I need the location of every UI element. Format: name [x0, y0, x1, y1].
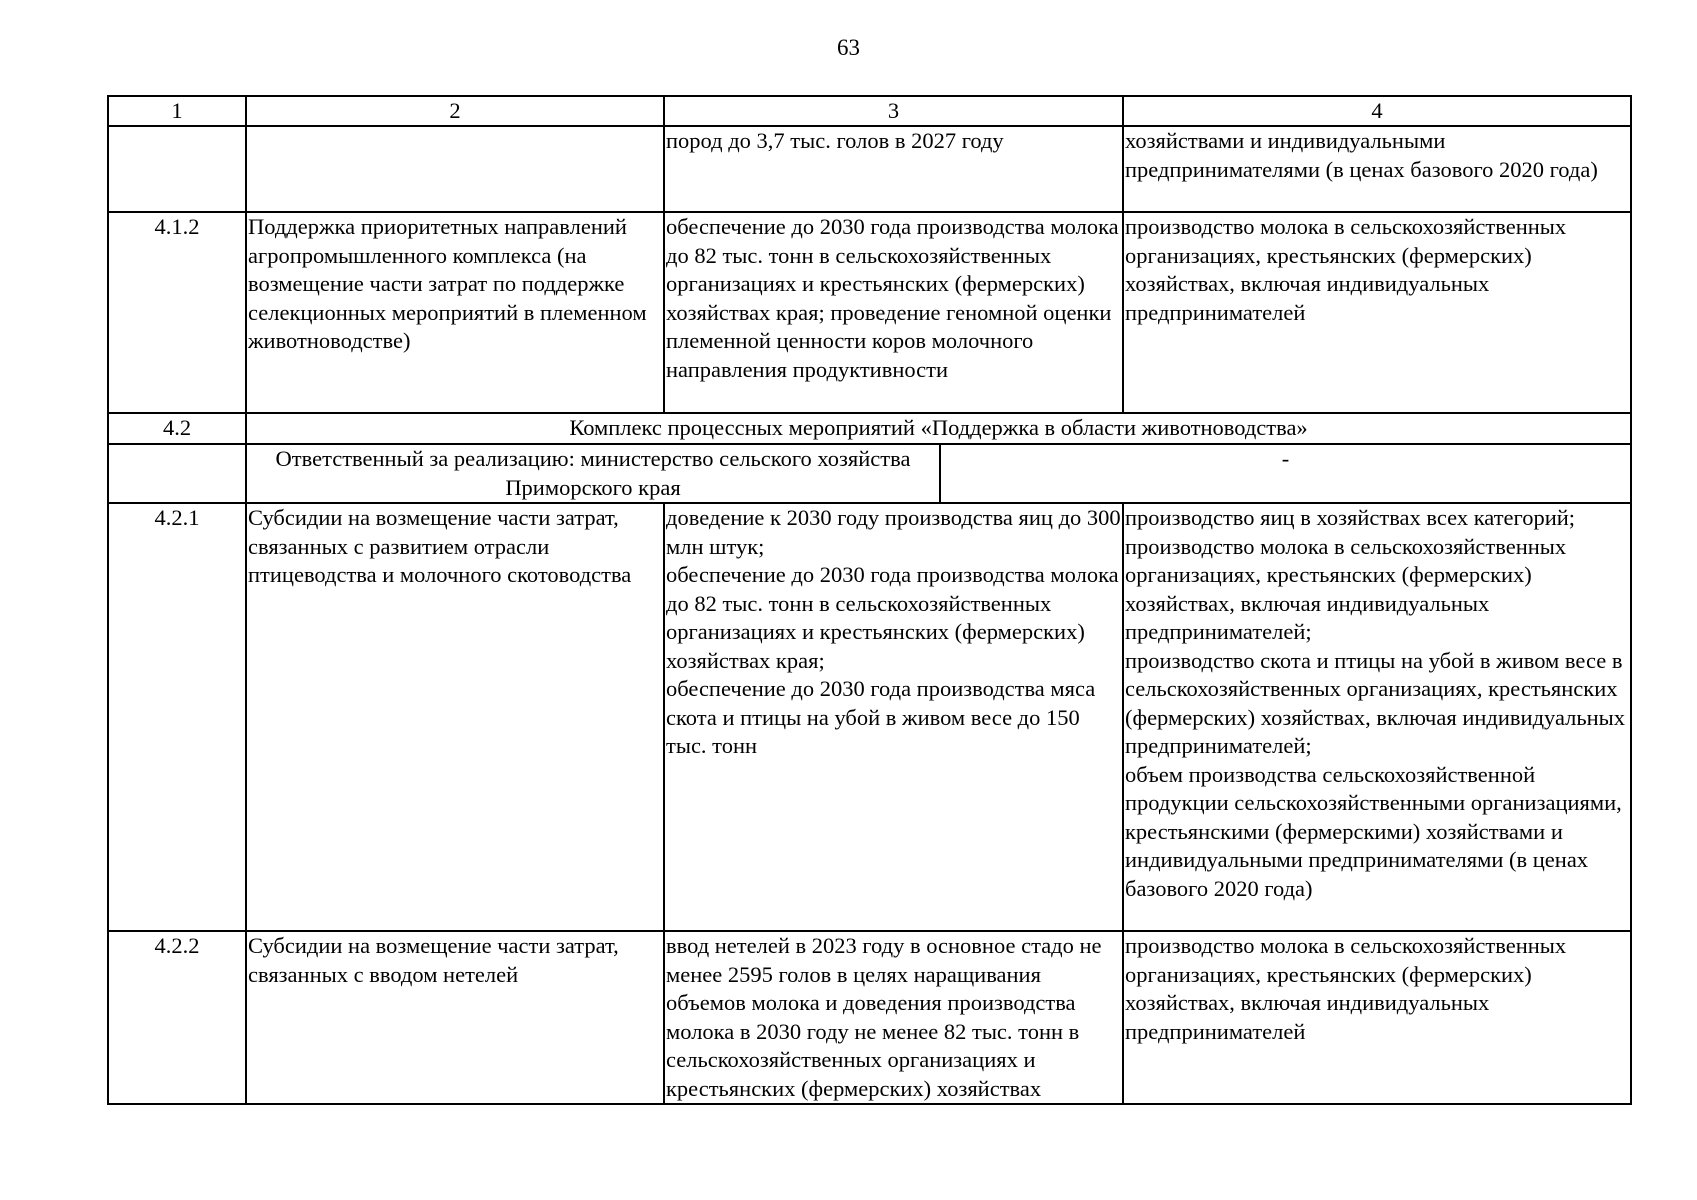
row-4-2-number: 4.2 — [108, 413, 246, 444]
header-cell-3: 3 — [664, 96, 1123, 126]
table-row-4-2-1 — [108, 503, 1631, 931]
responsible-cell: Ответственный за реализацию: министерство сельского хозяйства Приморского края — [246, 444, 940, 503]
row-4-2-1-result-item: обеспечение до 2030 года производства молока до 82 тыс. тонн в сельскохозяйственных организациях и крестьянских (фермерских) хозяйствах края; — [666, 562, 1119, 673]
row-4-1-2-result: обеспечение до 2030 года производства молока до 82 тыс. тонн в сельскохозяйственных организациях и крестьянских (фермерских) хозяйствах края; проведение геномной оценки племенной ценности коров молочного направления продуктивности — [664, 212, 1123, 413]
cont-result-cell: пород до 3,7 тыс. голов в 2027 году — [664, 126, 1123, 212]
cont-name-cell — [246, 126, 664, 212]
row-4-2-1-name: Субсидии на возмещение части затрат, связанных с развитием отрасли птицеводства и молочного скотоводства — [246, 503, 664, 931]
table-row-4-2 — [108, 413, 1631, 444]
responsible-dash-cell: - — [940, 444, 1631, 503]
row-4-2-1-result-item: доведение к 2030 году производства яиц до 300 млн штук; — [666, 505, 1121, 559]
row-4-2-1-number: 4.2.1 — [108, 503, 246, 931]
row-4-2-1-indicator-item: производство яиц в хозяйствах всех категорий; — [1125, 505, 1576, 530]
cont-indicator-cell: хозяйствами и индивидуальными предпринимателями (в ценах базового 2020 года) — [1123, 126, 1631, 212]
row-4-2-2-name: Субсидии на возмещение части затрат, связанных с вводом нетелей — [246, 931, 664, 1104]
header-cell-4: 4 — [1123, 96, 1631, 126]
header-cell-1: 1 — [108, 96, 246, 126]
row-4-2-1-result — [664, 503, 1123, 931]
responsible-empty-cell — [108, 444, 246, 503]
row-4-2-2-indicator: производство молока в сельскохозяйственных организациях, крестьянских (фермерских) хозяйствах, включая индивидуальных предпринимателей — [1123, 931, 1631, 1104]
table-row-continuation — [108, 126, 1631, 212]
table-header-row — [108, 96, 1631, 126]
row-4-2-1-indicator-item: производство скота и птицы на убой в живом весе в сельскохозяйственных организациях, крестьянских (фермерских) хозяйствах, включая индивидуальных предпринимателей; — [1125, 647, 1626, 758]
measures-table — [107, 95, 1632, 1105]
table-row-4-2-2 — [108, 931, 1631, 1104]
row-4-2-2-number: 4.2.2 — [108, 931, 246, 1104]
row-4-1-2-number: 4.1.2 — [108, 212, 246, 413]
row-4-1-2-indicator: производство молока в сельскохозяйственных организациях, крестьянских (фермерских) хозяйствах, включая индивидуальных предпринимателей — [1123, 212, 1631, 413]
page-number: 63 — [837, 35, 860, 60]
row-4-2-title: Комплекс процессных мероприятий «Поддержка в области животноводства» — [246, 413, 1631, 444]
header-cell-2: 2 — [246, 96, 664, 126]
row-4-1-2-name: Поддержка приоритетных направлений агропромышленного комплекса (на возмещение части затрат по поддержке селекционных мероприятий в племенном животноводстве) — [246, 212, 664, 413]
row-4-2-1-indicator-item: объем производства сельскохозяйственной продукции сельскохозяйственными организациями, крестьянскими (фермерскими) хозяйствами и индивидуальными предпринимателями (в ценах базового 2020 года) — [1125, 761, 1622, 901]
row-4-2-1-result-item: обеспечение до 2030 года производства мяса скота и птицы на убой в живом весе до 150 тыс. тонн — [666, 676, 1096, 758]
table-row-responsible — [108, 444, 1631, 503]
row-4-2-2-result: ввод нетелей в 2023 году в основное стадо не менее 2595 голов в целях наращивания объемов молока и доведения производства молока в 2030 году не менее 82 тыс. тонн в сельскохозяйственных организациях и крестьянских (фермерских) хозяйствах — [664, 931, 1123, 1104]
row-4-2-1-indicator — [1123, 503, 1631, 931]
table-row-4-1-2 — [108, 212, 1631, 413]
row-4-2-1-indicator-item: производство молока в сельскохозяйственных организациях, крестьянских (фермерских) хозяйствах, включая индивидуальных предпринимателей; — [1125, 533, 1567, 644]
cont-number-cell — [108, 126, 246, 212]
